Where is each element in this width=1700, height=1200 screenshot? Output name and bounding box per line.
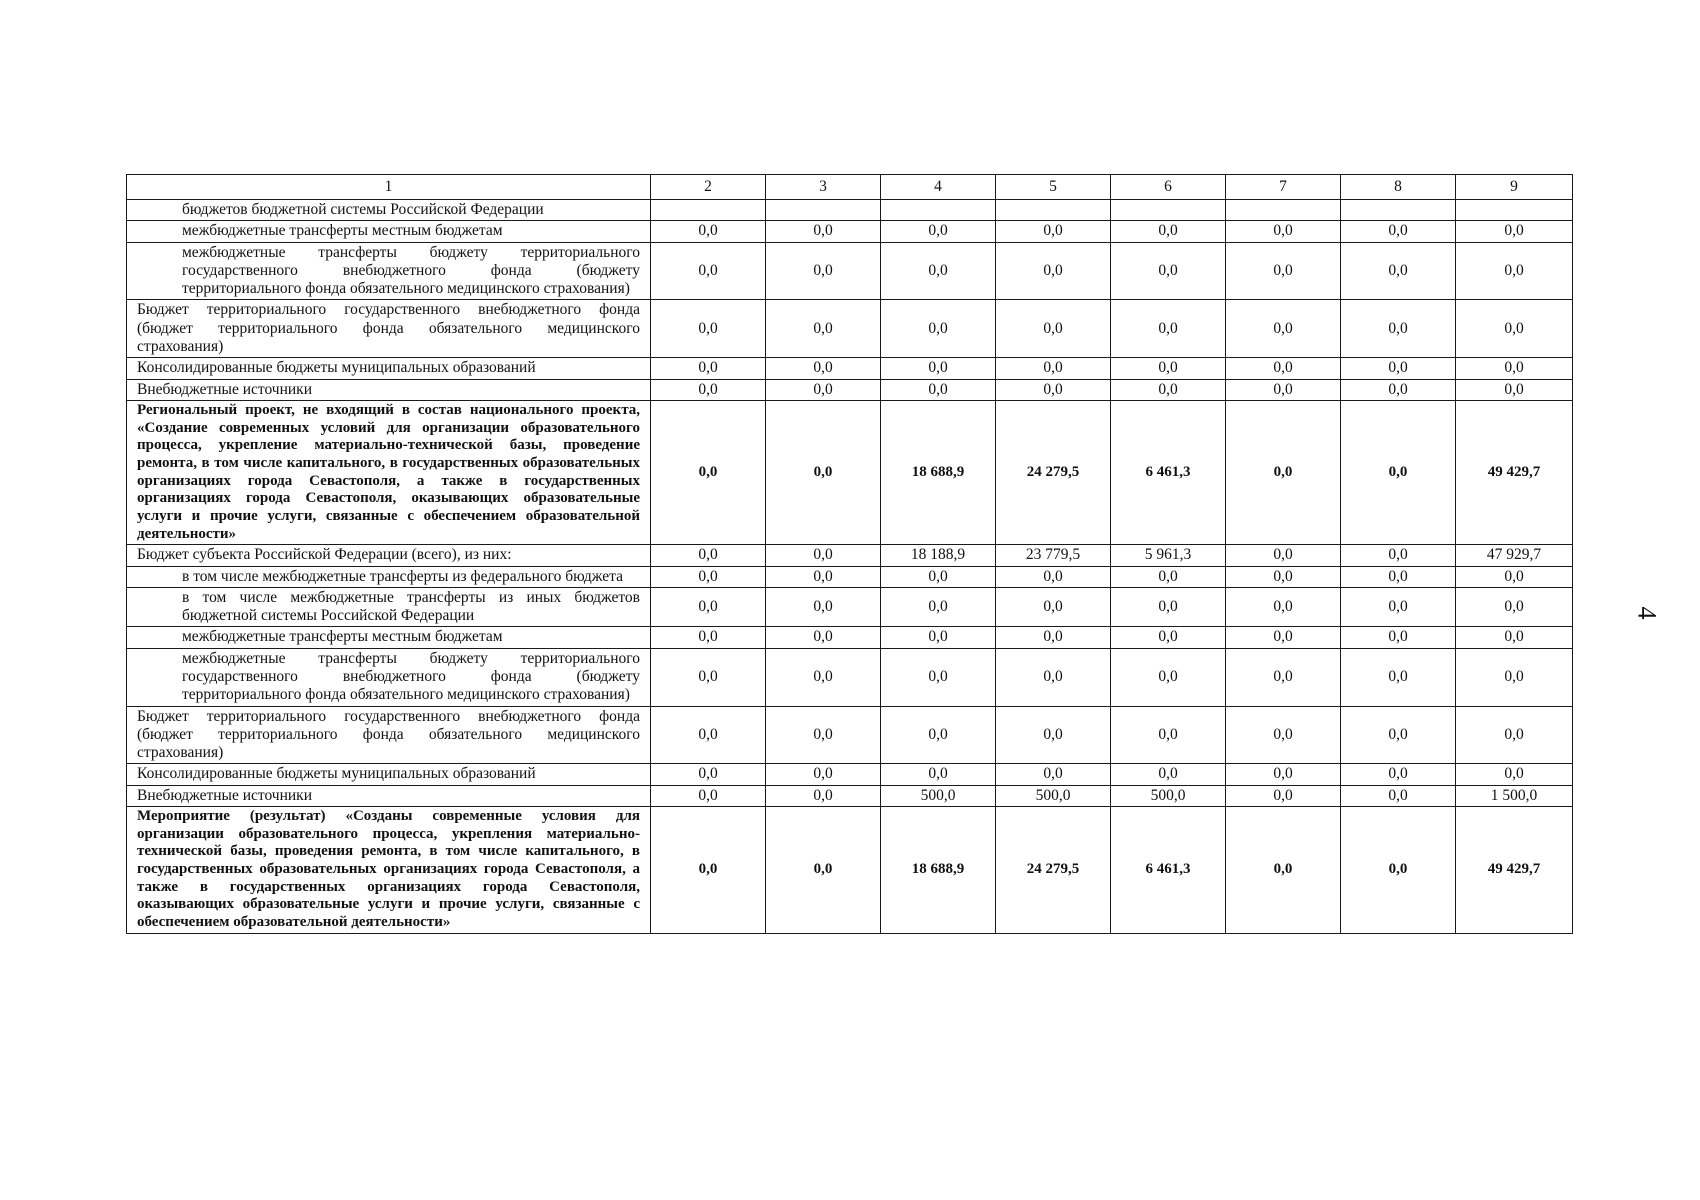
value-cell: 0,0 (1341, 706, 1456, 764)
value-cell: 0,0 (651, 706, 766, 764)
value-cell: 1 500,0 (1456, 785, 1573, 806)
value-cell: 0,0 (1111, 221, 1226, 242)
value-cell: 18 188,9 (881, 545, 996, 566)
value-cell: 0,0 (766, 358, 881, 379)
page-number: 4 (1632, 606, 1662, 620)
value-cell (881, 200, 996, 221)
value-cell: 6 461,3 (1111, 400, 1226, 545)
value-cell: 0,0 (1456, 566, 1573, 587)
value-cell: 0,0 (1341, 806, 1456, 933)
table-row (127, 545, 1573, 566)
table-row (127, 300, 1573, 358)
value-cell: 500,0 (996, 785, 1111, 806)
value-cell: 0,0 (766, 242, 881, 300)
value-cell: 0,0 (651, 648, 766, 706)
row-label: Бюджет территориального государственного внебюджетного фонда (бюджет территориального фонда обязательного медицинского страхования) (127, 706, 651, 764)
value-cell: 0,0 (881, 566, 996, 587)
value-cell: 0,0 (1341, 300, 1456, 358)
value-cell: 0,0 (766, 566, 881, 587)
value-cell: 0,0 (766, 221, 881, 242)
column-header: 2 (651, 175, 766, 200)
value-cell: 0,0 (996, 242, 1111, 300)
value-cell: 0,0 (1226, 400, 1341, 545)
table-row (127, 242, 1573, 300)
value-cell: 0,0 (766, 545, 881, 566)
value-cell: 0,0 (1226, 545, 1341, 566)
column-header: 3 (766, 175, 881, 200)
column-header: 9 (1456, 175, 1573, 200)
value-cell: 0,0 (881, 648, 996, 706)
value-cell: 0,0 (766, 587, 881, 627)
row-label: Внебюджетные источники (127, 785, 651, 806)
value-cell: 0,0 (651, 785, 766, 806)
value-cell: 24 279,5 (996, 400, 1111, 545)
value-cell: 0,0 (996, 566, 1111, 587)
value-cell: 0,0 (1456, 221, 1573, 242)
value-cell: 0,0 (881, 379, 996, 400)
row-label: Мероприятие (результат) «Созданы современные условия для организации образовательного процесса, укрепления материально-технической базы, проведения ремонта, в том числе капитального, в государственных образовательных организациях города Севастополя, а также в государственных организациях города Севастополя, оказывающих образовательные услуги и прочие услуги, связанные с обеспечением образовательной деятельности» (127, 806, 651, 933)
value-cell: 6 461,3 (1111, 806, 1226, 933)
value-cell: 0,0 (1111, 627, 1226, 648)
value-cell: 18 688,9 (881, 806, 996, 933)
column-header: 1 (127, 175, 651, 200)
value-cell: 0,0 (1341, 566, 1456, 587)
value-cell: 0,0 (881, 358, 996, 379)
value-cell: 0,0 (766, 648, 881, 706)
value-cell: 0,0 (651, 300, 766, 358)
value-cell: 0,0 (1456, 300, 1573, 358)
value-cell: 0,0 (1111, 300, 1226, 358)
value-cell: 0,0 (996, 587, 1111, 627)
value-cell: 0,0 (651, 400, 766, 545)
table-row (127, 627, 1573, 648)
column-header: 4 (881, 175, 996, 200)
value-cell: 0,0 (1456, 358, 1573, 379)
table-row (127, 806, 1573, 933)
value-cell: 0,0 (1341, 358, 1456, 379)
value-cell: 0,0 (651, 221, 766, 242)
value-cell: 0,0 (1226, 806, 1341, 933)
value-cell: 0,0 (651, 242, 766, 300)
value-cell: 0,0 (881, 587, 996, 627)
value-cell: 0,0 (1111, 566, 1226, 587)
table-header-row (127, 175, 1573, 200)
table-row (127, 379, 1573, 400)
value-cell: 0,0 (651, 545, 766, 566)
value-cell (1226, 200, 1341, 221)
value-cell: 0,0 (766, 785, 881, 806)
value-cell: 0,0 (651, 627, 766, 648)
value-cell: 47 929,7 (1456, 545, 1573, 566)
value-cell: 0,0 (1226, 379, 1341, 400)
value-cell: 0,0 (766, 400, 881, 545)
value-cell: 49 429,7 (1456, 806, 1573, 933)
value-cell: 0,0 (1456, 587, 1573, 627)
value-cell: 0,0 (881, 221, 996, 242)
column-header: 5 (996, 175, 1111, 200)
value-cell: 0,0 (996, 648, 1111, 706)
table-row (127, 587, 1573, 627)
value-cell: 0,0 (1226, 242, 1341, 300)
value-cell: 0,0 (1456, 706, 1573, 764)
value-cell: 0,0 (1226, 764, 1341, 785)
value-cell: 500,0 (1111, 785, 1226, 806)
value-cell: 0,0 (1226, 221, 1341, 242)
row-label: Бюджет территориального государственного внебюджетного фонда (бюджет территориального фонда обязательного медицинского страхования) (127, 300, 651, 358)
value-cell: 0,0 (996, 300, 1111, 358)
value-cell: 0,0 (881, 706, 996, 764)
value-cell: 0,0 (1341, 785, 1456, 806)
column-header: 7 (1226, 175, 1341, 200)
value-cell (1456, 200, 1573, 221)
value-cell: 0,0 (651, 566, 766, 587)
value-cell: 0,0 (1111, 587, 1226, 627)
value-cell: 500,0 (881, 785, 996, 806)
value-cell (651, 200, 766, 221)
value-cell: 0,0 (1341, 400, 1456, 545)
value-cell: 0,0 (881, 627, 996, 648)
value-cell: 0,0 (1226, 587, 1341, 627)
value-cell: 0,0 (1226, 358, 1341, 379)
value-cell (766, 200, 881, 221)
row-label: в том числе межбюджетные трансферты из иных бюджетов бюджетной системы Российской Федерации (127, 587, 651, 627)
table-row (127, 785, 1573, 806)
value-cell: 0,0 (1456, 648, 1573, 706)
value-cell: 0,0 (1456, 764, 1573, 785)
table-row (127, 648, 1573, 706)
value-cell: 0,0 (1341, 221, 1456, 242)
row-label: бюджетов бюджетной системы Российской Федерации (127, 200, 651, 221)
value-cell: 0,0 (766, 806, 881, 933)
value-cell: 23 779,5 (996, 545, 1111, 566)
value-cell: 0,0 (1226, 648, 1341, 706)
value-cell: 49 429,7 (1456, 400, 1573, 545)
value-cell: 0,0 (651, 379, 766, 400)
table-row (127, 200, 1573, 221)
value-cell: 0,0 (651, 806, 766, 933)
budget-table (126, 174, 1573, 934)
column-header: 6 (1111, 175, 1226, 200)
value-cell: 0,0 (1226, 566, 1341, 587)
table-row (127, 706, 1573, 764)
row-label: Консолидированные бюджеты муниципальных образований (127, 358, 651, 379)
value-cell: 0,0 (881, 764, 996, 785)
value-cell: 5 961,3 (1111, 545, 1226, 566)
row-label: Бюджет субъекта Российской Федерации (всего), из них: (127, 545, 651, 566)
value-cell: 0,0 (996, 764, 1111, 785)
value-cell: 0,0 (996, 358, 1111, 379)
value-cell: 0,0 (996, 379, 1111, 400)
value-cell: 0,0 (766, 379, 881, 400)
value-cell: 0,0 (651, 764, 766, 785)
value-cell: 0,0 (1456, 242, 1573, 300)
row-label: межбюджетные трансферты бюджету территориального государственного внебюджетного фонда (бюджету территориального фонда обязательного медицинского страхования) (127, 242, 651, 300)
value-cell: 0,0 (1111, 242, 1226, 300)
value-cell: 0,0 (996, 221, 1111, 242)
value-cell: 0,0 (1341, 379, 1456, 400)
row-label: межбюджетные трансферты местным бюджетам (127, 627, 651, 648)
row-label: Консолидированные бюджеты муниципальных образований (127, 764, 651, 785)
value-cell: 0,0 (1111, 358, 1226, 379)
value-cell: 0,0 (881, 242, 996, 300)
table-row (127, 764, 1573, 785)
value-cell: 0,0 (1111, 648, 1226, 706)
table-row (127, 358, 1573, 379)
value-cell: 0,0 (1341, 627, 1456, 648)
value-cell: 0,0 (1456, 379, 1573, 400)
value-cell: 0,0 (651, 587, 766, 627)
value-cell: 0,0 (1226, 785, 1341, 806)
value-cell: 0,0 (651, 358, 766, 379)
value-cell: 0,0 (1111, 706, 1226, 764)
value-cell (1111, 200, 1226, 221)
value-cell: 0,0 (1341, 764, 1456, 785)
value-cell: 0,0 (1111, 764, 1226, 785)
row-label: межбюджетные трансферты бюджету территориального государственного внебюджетного фонда (бюджету территориального фонда обязательного медицинского страхования) (127, 648, 651, 706)
table-row (127, 400, 1573, 545)
row-label: Внебюджетные источники (127, 379, 651, 400)
value-cell (1341, 200, 1456, 221)
value-cell: 0,0 (1226, 627, 1341, 648)
row-label: Региональный проект, не входящий в состав национального проекта, «Создание современных условий для организации образовательного процесса, укрепление материально-технической базы, проведение ремонта, в том числе капитального, в государственных образовательных организациях города Севастополя, а также в государственных организациях города Севастополя, оказывающих образовательные услуги и прочие услуги, связанные с обеспечением образовательной деятельности» (127, 400, 651, 545)
value-cell: 0,0 (766, 706, 881, 764)
value-cell: 0,0 (766, 764, 881, 785)
value-cell: 0,0 (996, 627, 1111, 648)
value-cell: 0,0 (1111, 379, 1226, 400)
row-label: в том числе межбюджетные трансферты из федерального бюджета (127, 566, 651, 587)
value-cell: 0,0 (996, 706, 1111, 764)
table-row (127, 566, 1573, 587)
value-cell: 0,0 (881, 300, 996, 358)
column-header: 8 (1341, 175, 1456, 200)
value-cell (996, 200, 1111, 221)
value-cell: 0,0 (766, 627, 881, 648)
value-cell: 0,0 (1341, 587, 1456, 627)
value-cell: 0,0 (1226, 300, 1341, 358)
value-cell: 18 688,9 (881, 400, 996, 545)
value-cell: 0,0 (1341, 242, 1456, 300)
row-label: межбюджетные трансферты местным бюджетам (127, 221, 651, 242)
table-row (127, 221, 1573, 242)
value-cell: 0,0 (766, 300, 881, 358)
value-cell: 24 279,5 (996, 806, 1111, 933)
value-cell: 0,0 (1456, 627, 1573, 648)
value-cell: 0,0 (1341, 545, 1456, 566)
value-cell: 0,0 (1226, 706, 1341, 764)
value-cell: 0,0 (1341, 648, 1456, 706)
